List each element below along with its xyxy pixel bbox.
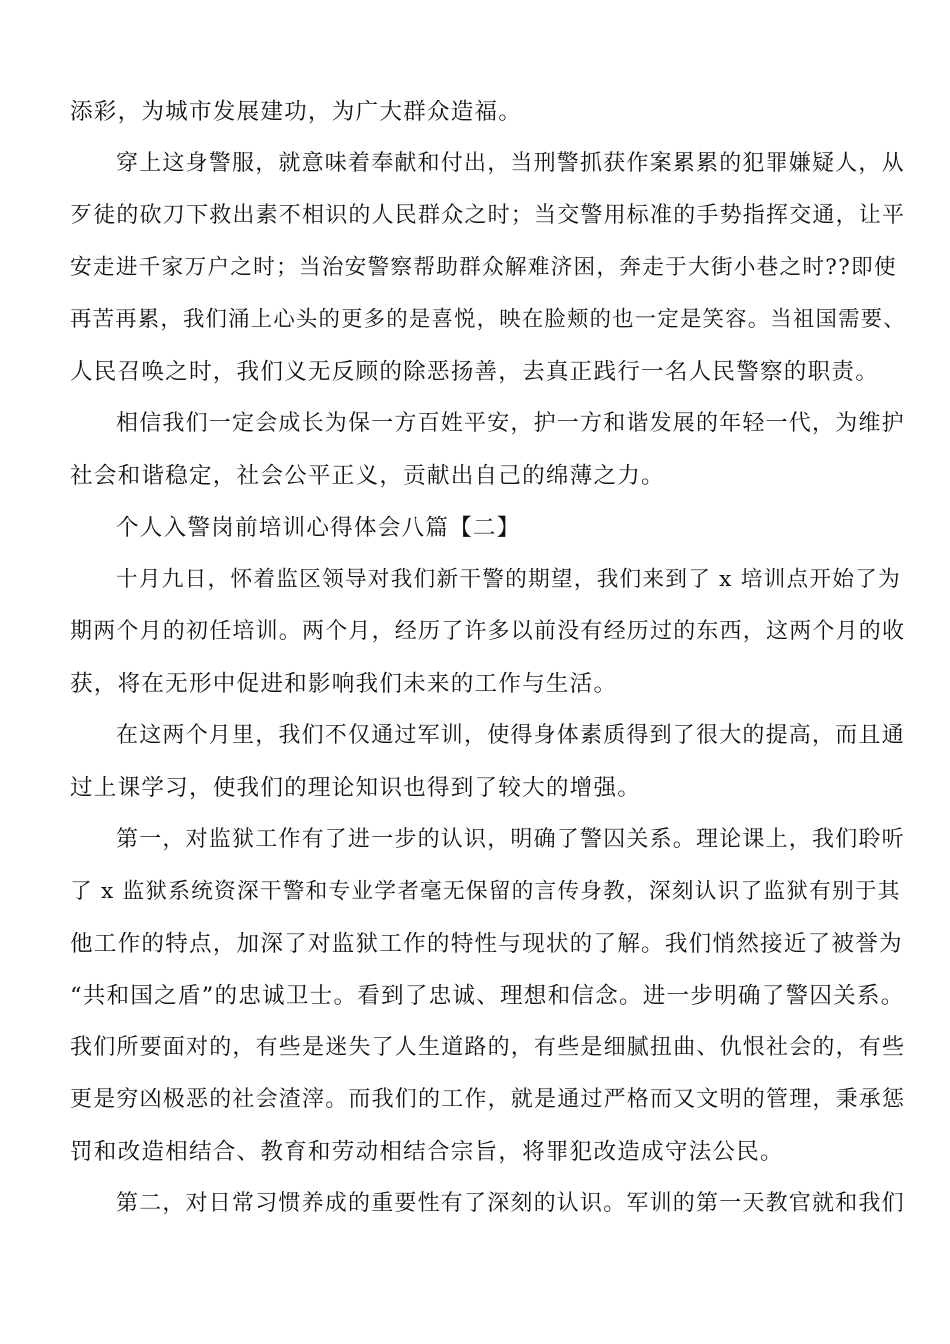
paragraph-first-line: 穿上这身警服，就意味着奉献和付出，当刑警抓获作案累累的犯罪嫌疑人，从 xyxy=(116,151,905,176)
text-line: 人民召唤之时，我们义无反顾的除恶扬善，去真正践行一名人民警察的职责。 xyxy=(70,359,879,385)
text-line: “共和国之盾”的忠诚卫士。看到了忠诚、理想和信念。进一步明确了警囚关系。 xyxy=(70,983,905,1009)
paragraph-first-line: 第二，对日常习惯养成的重要性有了深刻的认识。军训的第一天教官就和我们 xyxy=(116,1191,905,1216)
document-page xyxy=(70,86,906,1230)
text-line: 更是穷凶极恶的社会渣滓。而我们的工作，就是通过严格而又文明的管理，秉承惩 xyxy=(70,1087,906,1112)
paragraph-first-line: 十月九日，怀着监区领导对我们新干警的期望，我们来到了 x 培训点开始了为 xyxy=(116,567,901,592)
text-line: 获，将在无形中促进和影响我们未来的工作与生活。 xyxy=(70,671,618,697)
text-line: 他工作的特点，加深了对监狱工作的特性与现状的了解。我们悄然接近了被誉为 xyxy=(70,931,903,957)
paragraph-first-line: 在这两个月里，我们不仅通过军训，使得身体素质得到了很大的提高，而且通 xyxy=(116,723,905,748)
text-line: 了 x 监狱系统资深干警和专业学者毫无保留的言传身教，深刻认识了监狱有别于其 xyxy=(70,879,901,904)
paragraph-first-line: 第一，对监狱工作有了进一步的认识，明确了警囚关系。理论课上，我们聆听 xyxy=(116,827,905,852)
text-line: 歹徒的砍刀下救出素不相识的人民群众之时；当交警用标准的手势指挥交通，让平 xyxy=(70,203,906,228)
paragraph-first-line: 相信我们一定会成长为保一方百姓平安，护一方和谐发展的年轻一代，为维护 xyxy=(116,411,905,436)
text-line: 期两个月的初任培训。两个月，经历了许多以前没有经历过的东西，这两个月的收 xyxy=(70,619,906,644)
text-line: 罚和改造相结合、教育和劳动相结合宗旨，将罪犯改造成守法公民。 xyxy=(70,1139,784,1165)
text-line: 过上课学习，使我们的理论知识也得到了较大的增强。 xyxy=(70,775,642,801)
text-line: 我们所要面对的，有些是迷失了人生道路的，有些是细腻扭曲、仇恨社会的，有些 xyxy=(70,1035,906,1060)
text-line: 社会和谐稳定，社会公平正义，贡献出自己的绵薄之力。 xyxy=(70,463,665,489)
section-heading: 个人入警岗前培训心得体会八篇【二】 xyxy=(116,515,521,541)
text-line: 安走进千家万户之时；当治安警察帮助群众解难济困，奔走于大街小巷之时??即使 xyxy=(70,255,897,280)
text-line: 添彩，为城市发展建功，为广大群众造福。 xyxy=(70,99,523,125)
text-line: 再苦再累，我们涌上心头的更多的是喜悦，映在脸颊的也一定是笑容。当祖国需要、 xyxy=(70,307,906,332)
